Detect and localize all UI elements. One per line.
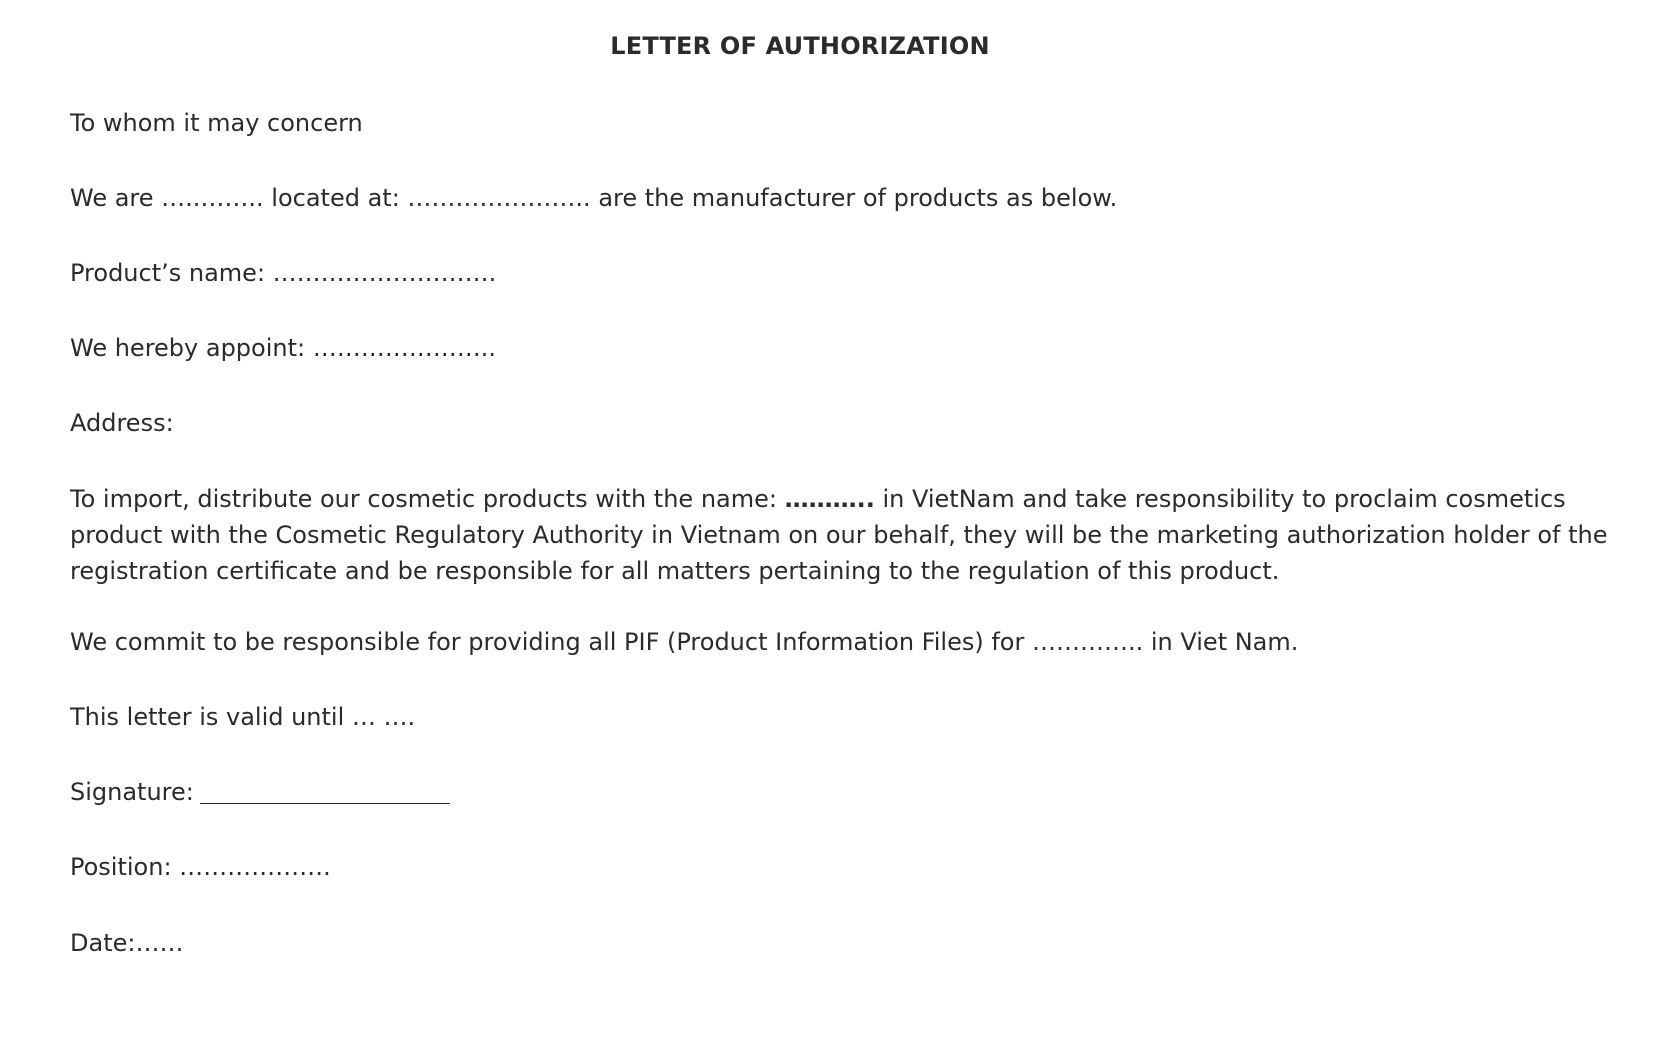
import-paragraph-part2: in VietNam and take responsibility to proclaim cosmetics product with the Cosmetic Regulatory Authority in Vietnam on our behalf, they will be the marketing authorization holder of the registration certificate and be responsible for all matters pertaining to the regulation of this product. xyxy=(70,485,1608,585)
import-paragraph-part1: To import, distribute our cosmetic products with the name: xyxy=(70,485,785,513)
import-paragraph xyxy=(70,481,1630,589)
valid-until-line: This letter is valid until … …. xyxy=(70,703,416,731)
letter-title: LETTER OF AUTHORIZATION xyxy=(610,32,990,60)
commit-line: We commit to be responsible for providing all PIF (Product Information Files) for ………….. in Viet Nam. xyxy=(70,628,1299,656)
position-line: Position: ………………. xyxy=(70,853,331,881)
date-line: Date:…… xyxy=(70,929,184,957)
address-line: Address: xyxy=(70,409,174,437)
appoint-line: We hereby appoint: ………………….. xyxy=(70,334,496,362)
signature-blank xyxy=(200,777,450,804)
salutation: To whom it may concern xyxy=(70,109,363,137)
signature-line xyxy=(70,774,450,810)
product-name-line: Product’s name: ………………………. xyxy=(70,259,497,287)
product-name-placeholder: ……….. xyxy=(784,485,875,513)
manufacturer-line: We are …..…….. located at: ………………….. are the manufacturer of products as below. xyxy=(70,184,1118,212)
signature-label: Signature: xyxy=(70,778,194,806)
